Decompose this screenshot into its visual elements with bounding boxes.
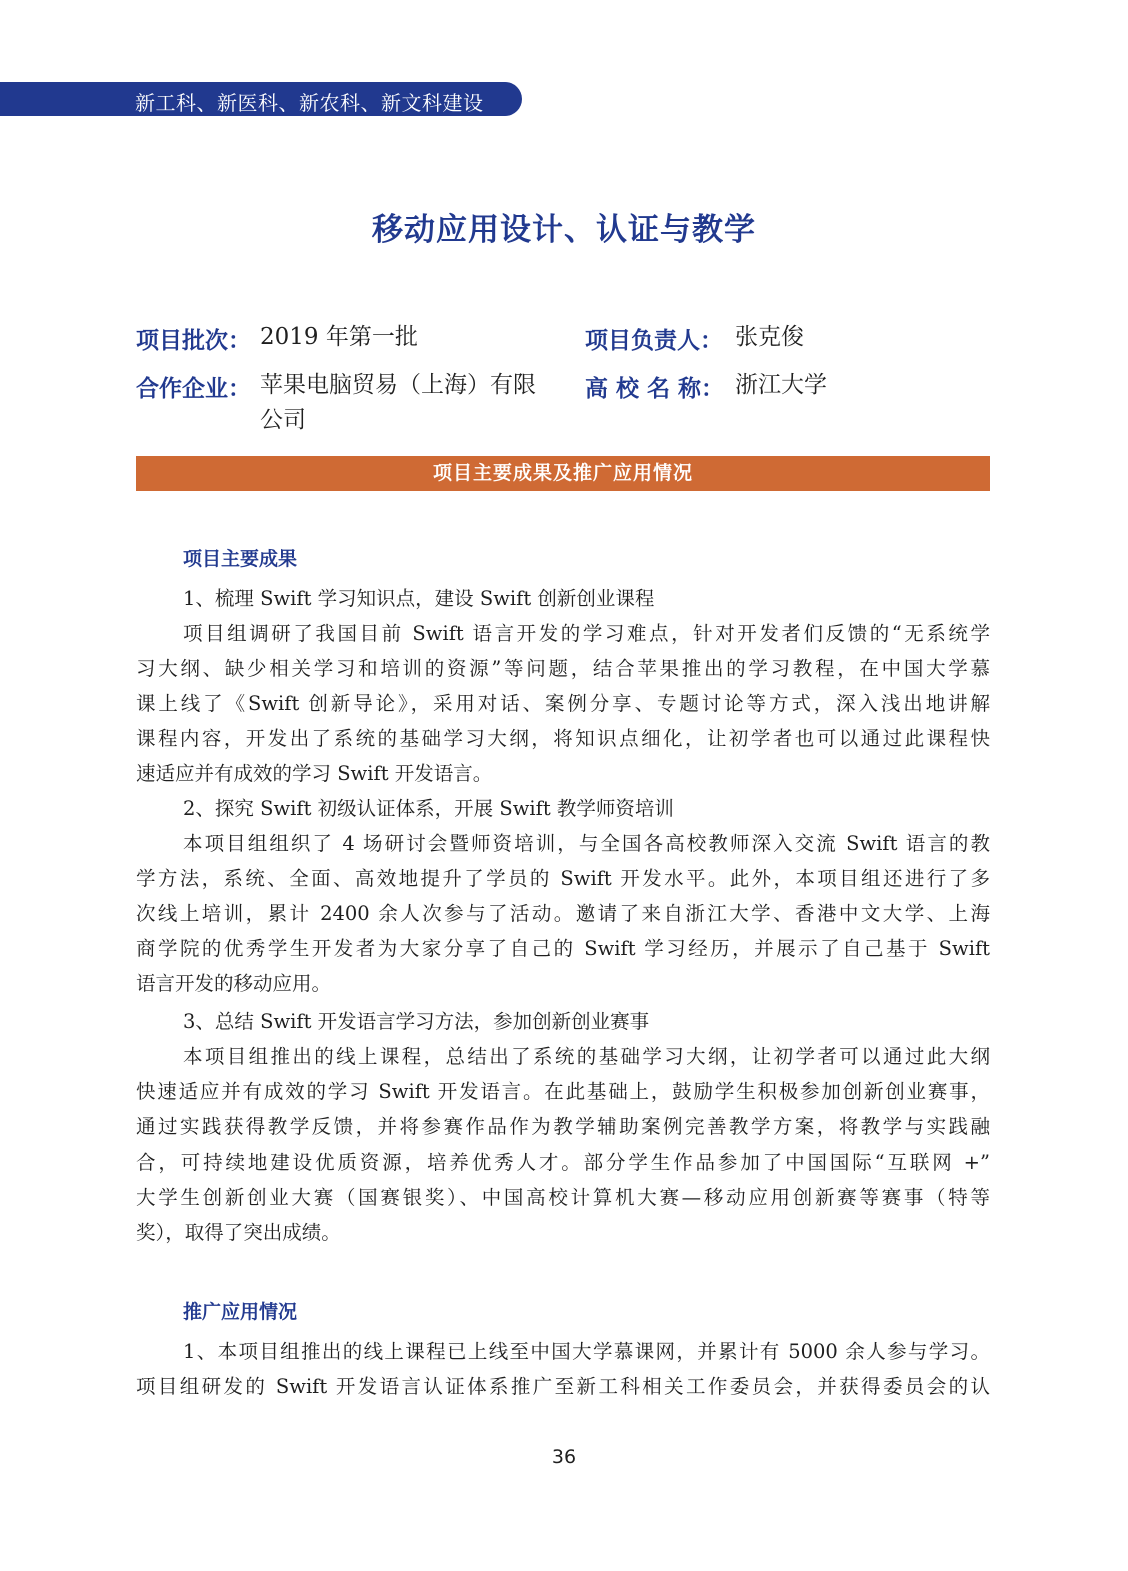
- school-value: 浙江大学: [735, 372, 827, 398]
- banner-text: 新工科、新医科、新农科、新文科建设: [135, 91, 484, 115]
- school-label: 高 校 名 称：: [585, 376, 725, 402]
- page-number: 36: [551, 1446, 577, 1468]
- achievement-line: 次线上培训，累计 2400 余人次参与了活动。邀请了来自浙江大学、香港中文大学、上海: [136, 902, 990, 925]
- company-value-line2: 公司: [260, 407, 306, 433]
- achievement-line: 速适应并有成效的学习 Swift 开发语言。: [136, 762, 493, 785]
- promotion-line: 1、本项目组推出的线上课程已上线至中国大学慕课网，并累计有 5000 余人参与学习。: [183, 1340, 990, 1363]
- achievement-line: 课上线了《Swift 创新导论》，采用对话、案例分享、专题讨论等方式，深入浅出地讲解: [136, 692, 990, 715]
- section-bar: 项目主要成果及推广应用情况: [136, 456, 990, 491]
- batch-label: 项目批次：: [136, 328, 251, 354]
- achievement-line: 课程内容，开发出了系统的基础学习大纲，将知识点细化，让初学者也可以通过此课程快: [136, 727, 990, 750]
- achievement-line: 2、探究 Swift 初级认证体系，开展 Swift 教学师资培训: [183, 797, 674, 820]
- achievement-line: 项目组调研了我国目前 Swift 语言开发的学习难点，针对开发者们反馈的“无系统学: [183, 622, 990, 645]
- achievement-line: 学方法，系统、全面、高效地提升了学员的 Swift 开发水平。此外，本项目组还进行了多: [136, 867, 990, 890]
- leader-label: 项目负责人：: [585, 328, 723, 354]
- batch-value: 2019 年第一批: [260, 324, 418, 350]
- achievement-line: 本项目组组织了 4 场研讨会暨师资培训，与全国各高校教师深入交流 Swift 语言的教: [183, 832, 990, 855]
- achievement-line: 习大纲、缺少相关学习和培训的资源”等问题，结合苹果推出的学习教程，在中国大学慕: [136, 657, 990, 680]
- achievements-heading: 项目主要成果: [183, 548, 298, 570]
- achievement-line: 奖），取得了突出成绩。: [136, 1221, 341, 1244]
- promotion-line: 项目组研发的 Swift 开发语言认证体系推广至新工科相关工作委员会，并获得委员会的认: [136, 1375, 990, 1398]
- achievement-line: 合，可持续地建设优质资源，培养优秀人才。部分学生作品参加了中国国际“互联网 +”: [136, 1151, 990, 1174]
- leader-value: 张克俊: [735, 324, 804, 350]
- achievement-line: 通过实践获得教学反馈，并将参赛作品作为教学辅助案例完善教学方案，将教学与实践融: [136, 1115, 990, 1138]
- achievement-line: 3、总结 Swift 开发语言学习方法，参加创新创业赛事: [183, 1010, 650, 1033]
- company-label: 合作企业：: [136, 376, 251, 402]
- page-title: 移动应用设计、认证与教学: [372, 212, 756, 248]
- achievement-line: 商学院的优秀学生开发者为大家分享了自己的 Swift 学习经历，并展示了自己基于 Swift: [136, 937, 990, 960]
- achievement-line: 语言开发的移动应用。: [136, 972, 332, 995]
- top-banner: [0, 82, 522, 116]
- company-value-line1: 苹果电脑贸易（上海）有限: [260, 372, 536, 398]
- achievement-line: 快速适应并有成效的学习 Swift 开发语言。在此基础上，鼓励学生积极参加创新创业赛事，: [136, 1080, 990, 1103]
- achievement-line: 1、梳理 Swift 学习知识点，建设 Swift 创新创业课程: [183, 587, 655, 610]
- promotion-heading: 推广应用情况: [183, 1301, 298, 1323]
- achievement-line: 本项目组推出的线上课程，总结出了系统的基础学习大纲，让初学者可以通过此大纲: [183, 1045, 990, 1068]
- achievement-line: 大学生创新创业大赛（国赛银奖）、中国高校计算机大赛—移动应用创新赛等赛事（特等: [136, 1186, 990, 1209]
